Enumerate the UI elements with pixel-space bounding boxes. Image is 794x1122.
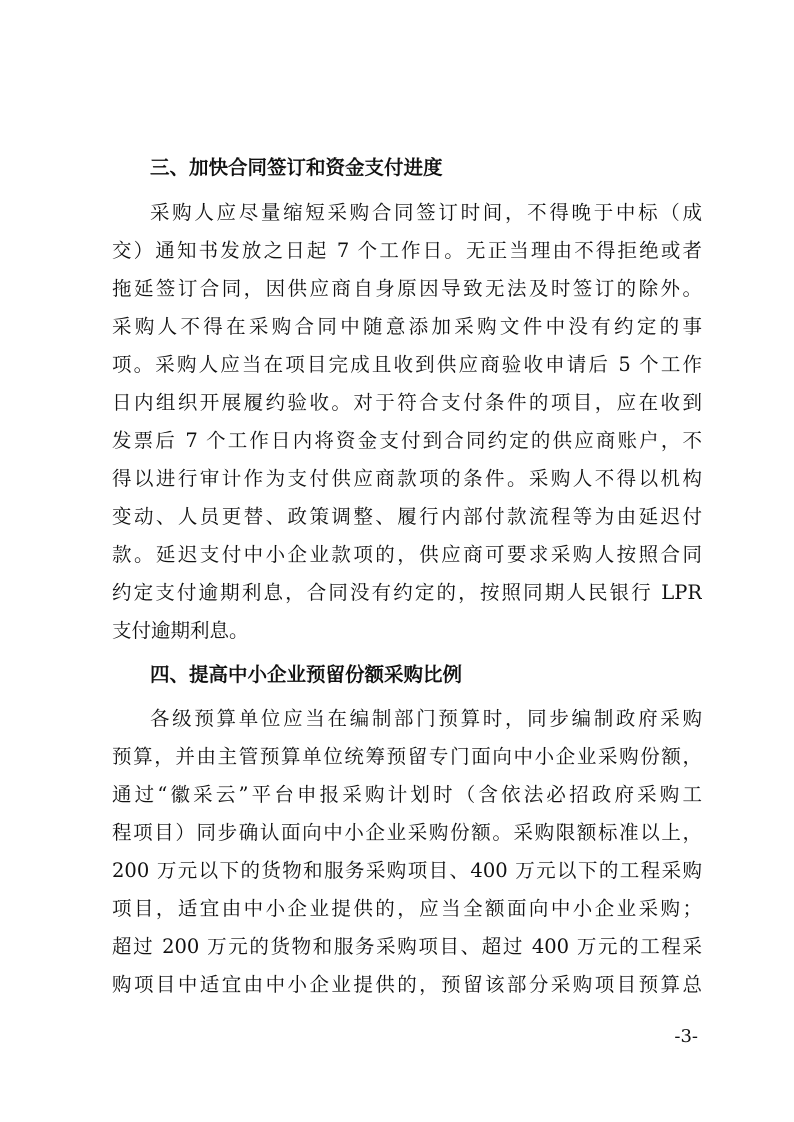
section-4-line-1: 各级预算单位应当在编制部门预算时，同步编制政府采购 bbox=[150, 707, 702, 730]
section-3-line-9: 变动、人员更替、政策调整、履行内部付款流程等为由延迟付 bbox=[112, 505, 702, 528]
section-3-line-3: 拖延签订合同，因供应商自身原因导致无法及时签订的除外。 bbox=[112, 277, 702, 300]
section-3-heading: 三、加快合同签订和资金支付进度 bbox=[150, 156, 443, 179]
section-4-line-3: 通过“徽采云”平台申报采购计划时（含依法必招政府采购工 bbox=[112, 783, 702, 806]
section-4-line-7: 超过 200 万元的货物和服务采购项目、超过 400 万元的工程采 bbox=[112, 935, 702, 958]
section-4-line-8: 购项目中适宜由中小企业提供的，预留该部分采购项目预算总 bbox=[112, 973, 702, 996]
section-3-line-6: 日内组织开展履约验收。对于符合支付条件的项目，应在收到 bbox=[112, 391, 702, 414]
section-3-line-11: 约定支付逾期利息，合同没有约定的，按照同期人民银行 LPR bbox=[112, 581, 702, 604]
page-number: -3- bbox=[674, 1026, 698, 1047]
section-3-line-2: 交）通知书发放之日起 7 个工作日。无正当理由不得拒绝或者 bbox=[112, 239, 702, 262]
section-4-heading: 四、提高中小企业预留份额采购比例 bbox=[150, 663, 463, 686]
section-3-line-1: 采购人应尽量缩短采购合同签订时间，不得晚于中标（成 bbox=[150, 201, 702, 224]
section-3-line-8: 得以进行审计作为支付供应商款项的条件。采购人不得以机构 bbox=[112, 467, 702, 490]
section-3-line-4: 采购人不得在采购合同中随意添加采购文件中没有约定的事 bbox=[112, 315, 702, 338]
section-4-line-5: 200 万元以下的货物和服务采购项目、400 万元以下的工程采购 bbox=[112, 859, 702, 882]
section-3-line-10: 款。延迟支付中小企业款项的，供应商可要求采购人按照合同 bbox=[112, 543, 702, 566]
section-4-line-2: 预算，并由主管预算单位统筹预留专门面向中小企业采购份额， bbox=[112, 745, 702, 768]
section-3-line-5: 项。采购人应当在项目完成且收到供应商验收申请后 5 个工作 bbox=[112, 353, 702, 376]
section-4-line-6: 项目，适宜由中小企业提供的，应当全额面向中小企业采购； bbox=[112, 897, 702, 920]
section-3-line-7: 发票后 7 个工作日内将资金支付到合同约定的供应商账户，不 bbox=[112, 429, 702, 452]
section-3-line-12: 支付逾期利息。 bbox=[112, 619, 249, 642]
section-4-line-4: 程项目）同步确认面向中小企业采购份额。采购限额标准以上， bbox=[112, 821, 702, 844]
